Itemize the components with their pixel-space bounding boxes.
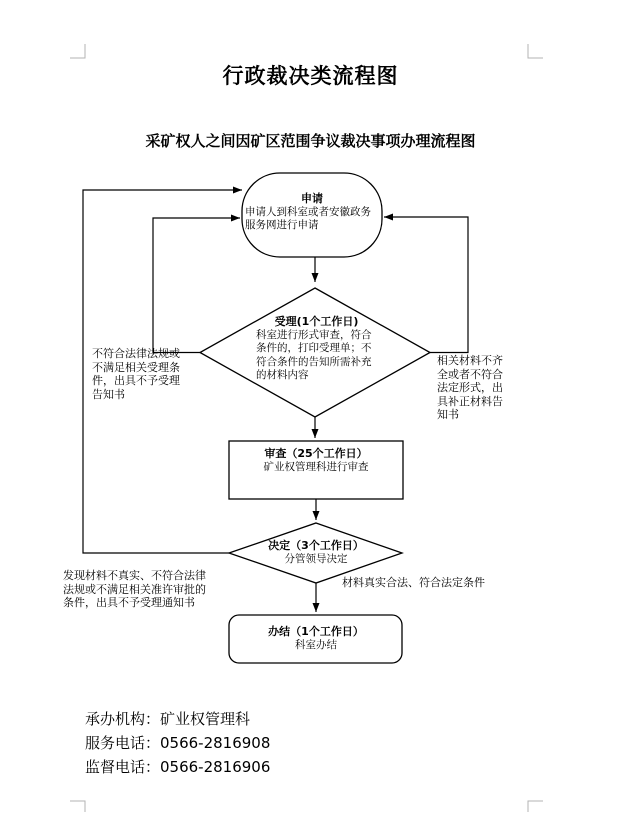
node-finish xyxy=(231,625,401,652)
node-accept-title: 受理(1个工作日) xyxy=(274,315,359,328)
label-accept-supplement: 相关材料不齐全或者不符合法定形式，出具补正材料告知书 xyxy=(437,354,503,421)
node-finish-title: 办结（1个工作日） xyxy=(268,625,364,638)
node-finish-body: 科室办结 xyxy=(295,638,337,651)
crop-mark-top-right xyxy=(528,44,543,58)
label-accept-reject: 不符合法律法规或不满足相关受理条件，出具不予受理告知书 xyxy=(92,347,180,401)
node-decide xyxy=(231,539,401,566)
node-decide-title: 决定（3个工作日） xyxy=(268,539,364,552)
node-review-title: 审查（25个工作日） xyxy=(264,447,368,460)
node-decide-body: 分管领导决定 xyxy=(284,552,348,565)
page-corner-marks xyxy=(70,44,543,812)
crop-mark-bottom-left xyxy=(70,801,85,812)
label-decide-reject: 发现材料不真实、不符合法律法规或不满足相关准许审批的条件，出具不予受理通知书 xyxy=(63,569,206,609)
crop-mark-bottom-right xyxy=(528,801,543,812)
page-subtitle: 采矿权人之间因矿区范围争议裁决事项办理流程图 xyxy=(145,132,476,150)
arrow-accept-supplement-feedback xyxy=(384,217,468,353)
node-apply-body: 申请人到科室或者安徽政务服务网进行申请 xyxy=(245,205,371,231)
crop-mark-top-left xyxy=(70,44,85,58)
node-review xyxy=(231,447,401,474)
arrow-accept-reject-feedback xyxy=(153,218,240,353)
label-decide-pass: 材料真实合法、符合法定条件 xyxy=(342,576,485,589)
node-apply-title: 申请 xyxy=(301,192,323,205)
node-review-body: 矿业权管理科进行审查 xyxy=(263,460,369,473)
footer-supervise-phone: 监督电话：0566-2816906 xyxy=(85,758,271,776)
footer-contact-block xyxy=(85,707,270,779)
node-accept-body: 科室进行形式审查，符合条件的，打印受理单；不符合条件的告知所需补充的材料内容 xyxy=(256,328,372,381)
node-accept xyxy=(256,315,377,383)
footer-service-phone: 服务电话：0566-2816908 xyxy=(85,734,271,752)
footer-agency: 承办机构：矿业权管理科 xyxy=(85,710,251,728)
node-apply xyxy=(245,192,379,233)
page-title: 行政裁决类流程图 xyxy=(222,64,399,88)
